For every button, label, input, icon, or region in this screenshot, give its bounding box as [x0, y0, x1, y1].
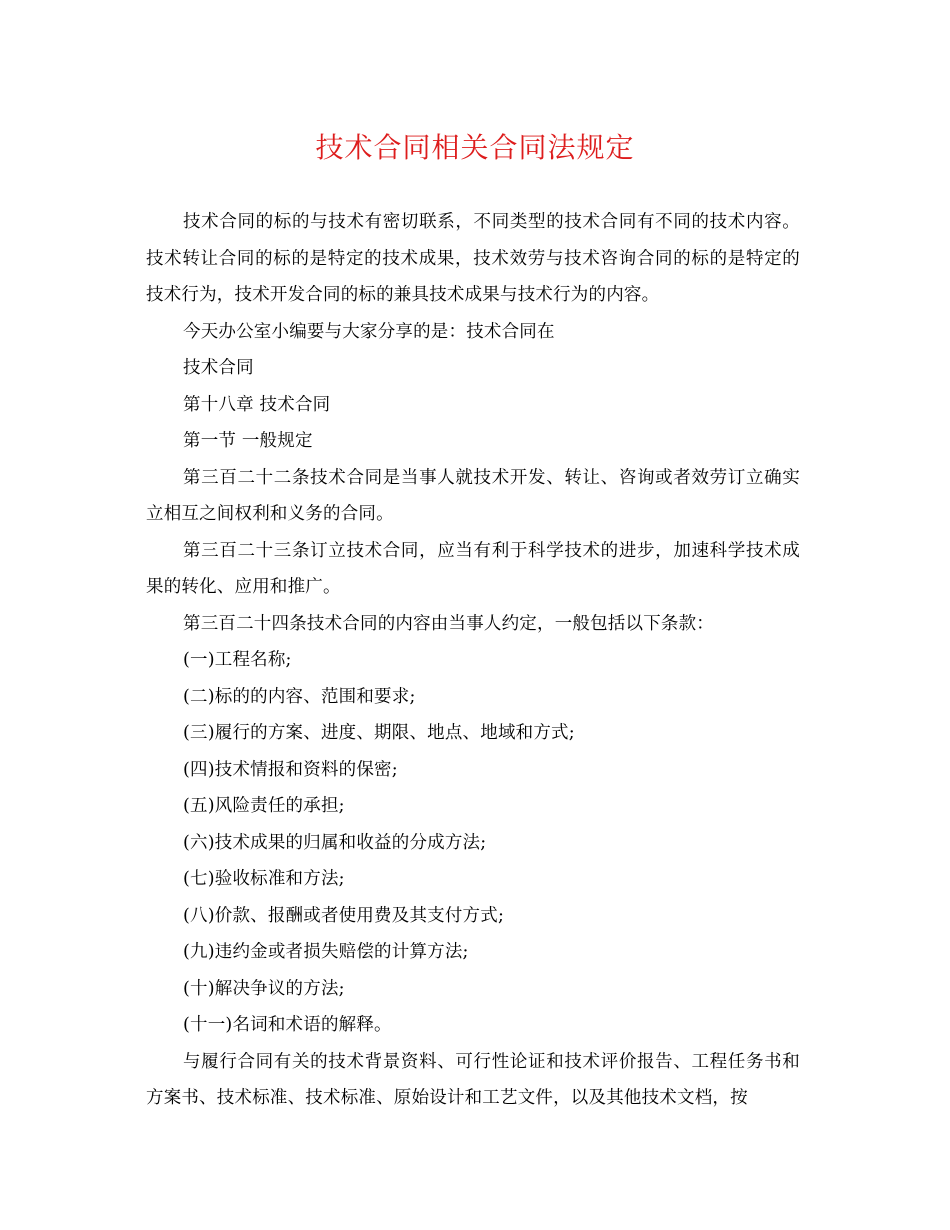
paragraph-intro: 技术合同的标的与技术有密切联系，不同类型的技术合同有不同的技术内容。技术转让合同的标的是特定的技术成果，技术效劳与技术咨询合同的标的是特定的技术行为，技术开发合同的标的兼具技术成果与技术行为的内容。	[146, 212, 800, 305]
list-item-11: (十一)名词和术语的解释。	[183, 1015, 392, 1035]
paragraph-section: 第一节 一般规定	[183, 431, 313, 451]
list-item-6: (六)技术成果的归属和收益的分成方法;	[183, 832, 487, 853]
paragraph-article-323: 第三百二十三条订立技术合同，应当有利于科学技术的进步，加速科学技术成果的转化、应用和推广。	[146, 540, 800, 597]
list-item-5: (五)风险责任的承担;	[183, 796, 345, 816]
list-item-8: (八)价款、报酬或者使用费及其支付方式;	[183, 905, 505, 926]
document-title: 技术合同相关合同法规定	[315, 131, 635, 164]
list-item-9: (九)违约金或者损失赔偿的计算方法;	[183, 942, 469, 962]
list-item-10: (十)解决争议的方法;	[183, 978, 345, 999]
paragraph-article-324: 第三百二十四条技术合同的内容由当事人约定，一般包括以下条款：	[183, 613, 714, 634]
document-body	[146, 204, 800, 1117]
list-item-4: (四)技术情报和资料的保密;	[183, 759, 398, 780]
list-item-3: (三)履行的方案、进度、期限、地点、地域和方式;	[183, 723, 575, 743]
paragraph-heading-contract: 技术合同	[183, 358, 254, 378]
list-item-7: (七)验收标准和方法;	[183, 869, 345, 889]
list-item-2: (二)标的的内容、范围和要求;	[183, 686, 416, 707]
paragraph-article-322: 第三百二十二条技术合同是当事人就技术开发、转让、咨询或者效劳订立确实立相互之间权利和义务的合同。	[146, 467, 800, 524]
paragraph-share: 今天办公室小编要与大家分享的是：技术合同在	[183, 321, 555, 342]
paragraph-related-docs: 与履行合同有关的技术背景资料、可行性论证和技术评价报告、工程任务书和方案书、技术标准、技术标准、原始设计和工艺文件，以及其他技术文档，按	[146, 1051, 800, 1108]
list-item-1: (一)工程名称;	[183, 650, 292, 670]
paragraph-chapter: 第十八章 技术合同	[183, 394, 331, 415]
